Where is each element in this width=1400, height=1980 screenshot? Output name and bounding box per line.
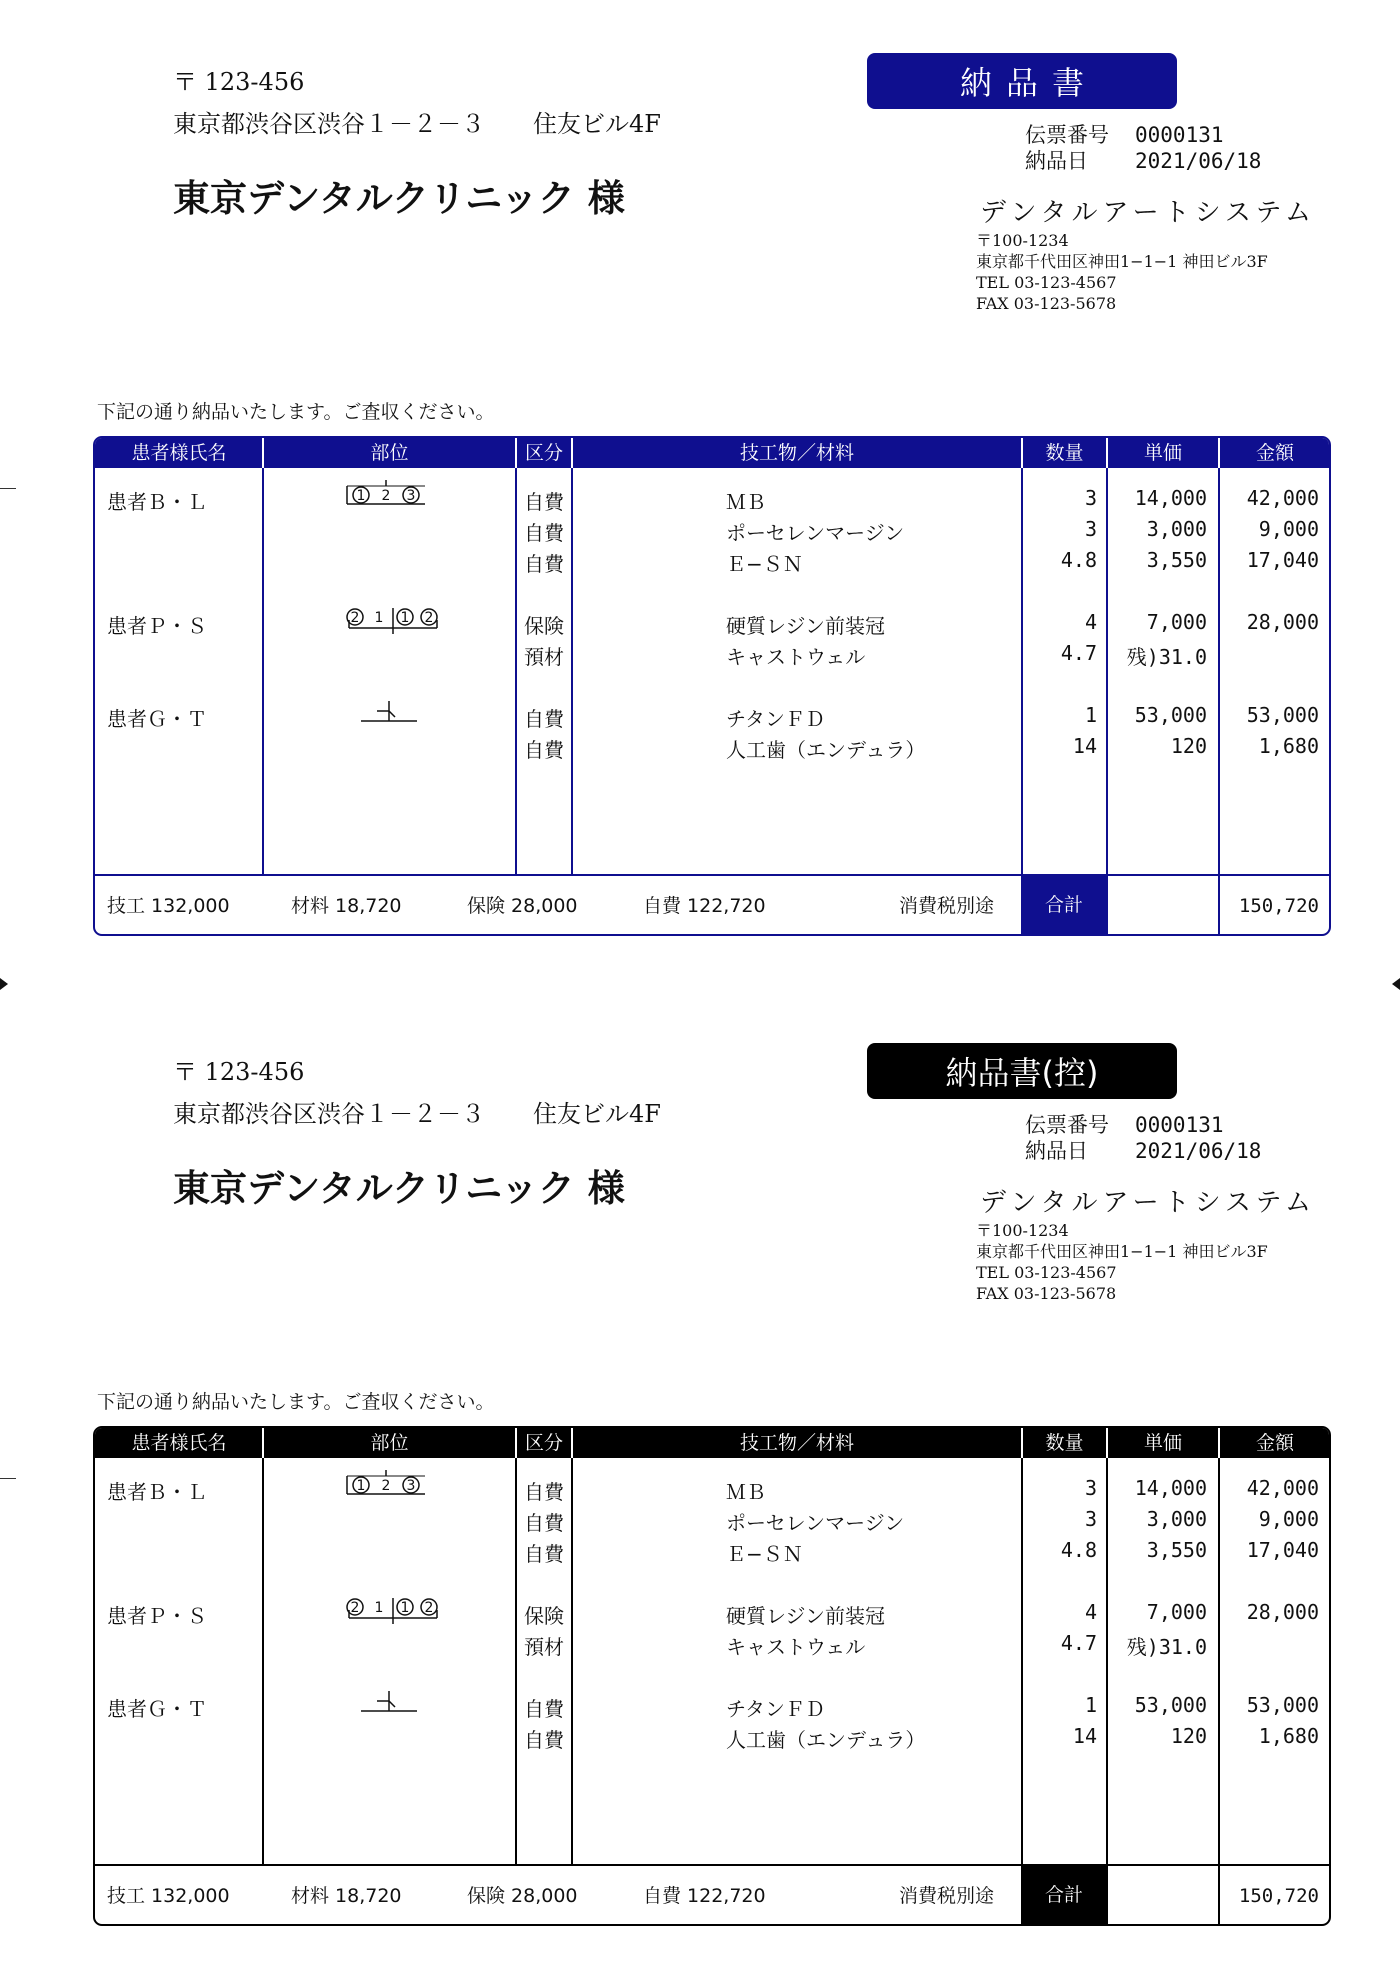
issuer-postal: 〒100-1234 xyxy=(976,1221,1069,1240)
amount-cell: 1,680 xyxy=(1258,1724,1319,1748)
price-cell: 3,550 xyxy=(1146,1538,1207,1562)
table-header xyxy=(95,438,1329,468)
amount-cell: 53,000 xyxy=(1246,1693,1319,1717)
svg-text:1: 1 xyxy=(374,610,384,626)
price-cell: 残)31.0 xyxy=(1126,645,1207,669)
qty-cell: 14 xyxy=(1072,1724,1097,1748)
issuer-fax: FAX 03-123-5678 xyxy=(976,294,1117,313)
tax-note: 消費税別途 xyxy=(899,895,995,917)
column-divider xyxy=(262,468,264,876)
price-cell: 7,000 xyxy=(1146,1600,1207,1624)
amount-cell: 42,000 xyxy=(1246,486,1319,510)
amount-cell: 28,000 xyxy=(1246,1600,1319,1624)
header-divider xyxy=(1021,1428,1023,1458)
col-price-header: 単価 xyxy=(1143,1432,1182,1454)
slip-meta xyxy=(1025,122,1261,174)
delivery-table xyxy=(93,436,1331,936)
kubun-cell: 自費 xyxy=(524,552,564,576)
postal-code: 〒 123-456 xyxy=(173,1058,305,1086)
kubun-cell: 自費 xyxy=(524,1542,564,1566)
slip-meta xyxy=(1025,1112,1261,1164)
svg-text:1: 1 xyxy=(356,488,366,504)
qty-cell: 1 xyxy=(1084,703,1097,727)
header-divider xyxy=(1218,1428,1220,1458)
price-cell: 53,000 xyxy=(1134,1693,1207,1717)
bridge-2112-icon xyxy=(339,1594,439,1632)
customer-address: 東京都渋谷区渋谷１－２－３ 住友ビル4F xyxy=(173,1100,661,1128)
issuer-tel: TEL 03-123-4567 xyxy=(976,1263,1117,1282)
slip-number-label: 伝票番号 xyxy=(1025,1113,1109,1137)
footer-jihi: 自費 122,720 xyxy=(643,1885,766,1907)
patient-name: 患者Ｂ・Ｌ xyxy=(107,1480,207,1504)
item-cell: ポーセレンマージン xyxy=(726,521,905,545)
column-divider xyxy=(571,1458,573,1866)
svg-text:2: 2 xyxy=(381,1478,391,1494)
kubun-cell: 保険 xyxy=(524,1604,564,1628)
patient-name: 患者Ｐ・Ｓ xyxy=(107,614,207,638)
slip-number-label: 伝票番号 xyxy=(1025,123,1109,147)
fold-mark-left xyxy=(0,1478,16,1479)
col-price-header: 単価 xyxy=(1143,442,1182,464)
issuer-tel: TEL 03-123-4567 xyxy=(976,273,1117,292)
issuer-address: 東京都千代田区神田1−1−1 神田ビル3F xyxy=(976,1242,1268,1261)
price-cell: 53,000 xyxy=(1134,703,1207,727)
qty-cell: 3 xyxy=(1084,1507,1097,1531)
item-cell: 硬質レジン前装冠 xyxy=(726,1604,885,1628)
column-divider xyxy=(262,1458,264,1866)
amount-cell: 28,000 xyxy=(1246,610,1319,634)
col-position-header: 部位 xyxy=(370,1432,409,1454)
qty-cell: 3 xyxy=(1084,517,1097,541)
issuer-name: デンタルアートシステム xyxy=(980,198,1317,228)
col-qty-header: 数量 xyxy=(1045,1432,1084,1454)
price-cell: 14,000 xyxy=(1134,1476,1207,1500)
svg-text:3: 3 xyxy=(406,488,416,504)
title-copy-badge: 納品書(控) xyxy=(867,1043,1177,1099)
bridge-123-icon xyxy=(339,1470,439,1508)
column-divider xyxy=(515,1458,517,1866)
item-cell: ＭＢ xyxy=(726,490,766,514)
svg-text:2: 2 xyxy=(381,488,391,504)
issuer-fax: FAX 03-123-5678 xyxy=(976,1284,1117,1303)
header-divider xyxy=(515,1428,517,1458)
svg-text:2: 2 xyxy=(424,1600,434,1616)
footer-hoken: 保険 28,000 xyxy=(467,895,578,917)
customer-address: 東京都渋谷区渋谷１－２－３ 住友ビル4F xyxy=(173,110,661,138)
cut-mark-left-icon xyxy=(0,978,8,990)
title-badge: 納品書 xyxy=(867,53,1177,109)
qty-cell: 4 xyxy=(1084,610,1097,634)
col-item-header: 技工物／材料 xyxy=(739,442,854,464)
header-divider xyxy=(1106,1428,1108,1458)
delivery-date-row xyxy=(1025,1138,1261,1164)
total-value: 150,720 xyxy=(1238,1885,1319,1907)
slip-number-row xyxy=(1025,1112,1261,1138)
col-position-header: 部位 xyxy=(370,442,409,464)
amount-cell: 42,000 xyxy=(1246,1476,1319,1500)
col-amount-header: 金額 xyxy=(1255,1432,1294,1454)
col-patient-header: 患者様氏名 xyxy=(131,1432,227,1454)
price-cell: 残)31.0 xyxy=(1126,1635,1207,1659)
col-kubun-header: 区分 xyxy=(524,442,563,464)
customer-name: 東京デンタルクリニック 様 xyxy=(173,176,625,220)
kubun-cell: 自費 xyxy=(524,521,564,545)
header-divider xyxy=(1218,438,1220,468)
patient-name: 患者Ｂ・Ｌ xyxy=(107,490,207,514)
total-label: 合計 xyxy=(1021,1866,1107,1926)
delivery-table xyxy=(93,1426,1331,1926)
kubun-cell: 自費 xyxy=(524,1511,564,1535)
svg-text:1: 1 xyxy=(356,1478,366,1494)
item-cell: Ｅ−ＳＮ xyxy=(726,1542,803,1566)
col-amount-header: 金額 xyxy=(1255,442,1294,464)
qty-cell: 4.8 xyxy=(1060,548,1097,572)
delivery-date-label: 納品日 xyxy=(1025,1139,1088,1163)
customer-name: 東京デンタルクリニック 様 xyxy=(173,1166,625,1210)
footer-zairyo: 材料 18,720 xyxy=(291,1885,402,1907)
column-divider xyxy=(515,468,517,876)
patient-name: 患者Ｇ・Ｔ xyxy=(107,1697,207,1721)
header-divider xyxy=(262,1428,264,1458)
footer-gikou: 技工 132,000 xyxy=(107,895,230,917)
item-cell: 人工歯（エンデュラ） xyxy=(726,1728,926,1752)
svg-text:1: 1 xyxy=(400,1600,410,1616)
col-kubun-header: 区分 xyxy=(524,1432,563,1454)
amount-cell: 1,680 xyxy=(1258,734,1319,758)
svg-text:2: 2 xyxy=(350,610,360,626)
column-divider xyxy=(571,468,573,876)
qty-cell: 3 xyxy=(1084,1476,1097,1500)
intro-text: 下記の通り納品いたします。ご査収ください。 xyxy=(97,401,495,423)
item-cell: キャストウェル xyxy=(726,645,866,669)
header-divider xyxy=(515,438,517,468)
footer-hoken: 保険 28,000 xyxy=(467,1885,578,1907)
header-divider xyxy=(571,1428,573,1458)
amount-cell: 53,000 xyxy=(1246,703,1319,727)
qty-cell: 4.7 xyxy=(1060,1631,1097,1655)
kubun-cell: 自費 xyxy=(524,707,564,731)
qty-cell: 4.7 xyxy=(1060,641,1097,665)
cut-mark-right-icon xyxy=(1392,978,1400,990)
item-cell: チタンＦＤ xyxy=(726,707,825,731)
kubun-cell: 自費 xyxy=(524,738,564,762)
svg-text:3: 3 xyxy=(406,1478,416,1494)
qty-cell: 1 xyxy=(1084,1693,1097,1717)
item-cell: 硬質レジン前装冠 xyxy=(726,614,885,638)
svg-text:1: 1 xyxy=(374,1600,384,1616)
issuer-address-block xyxy=(976,1220,1268,1304)
item-cell: 人工歯（エンデュラ） xyxy=(726,738,926,762)
price-cell: 7,000 xyxy=(1146,610,1207,634)
bridge-123-icon xyxy=(339,480,439,518)
single-tooth-icon xyxy=(339,697,439,735)
kubun-cell: 自費 xyxy=(524,1728,564,1752)
amount-cell: 9,000 xyxy=(1258,1507,1319,1531)
qty-cell: 4 xyxy=(1084,1600,1097,1624)
footer-zairyo: 材料 18,720 xyxy=(291,895,402,917)
delivery-date-row xyxy=(1025,148,1261,174)
delivery-date-value: 2021/06/18 xyxy=(1135,1139,1262,1163)
price-cell: 120 xyxy=(1170,1724,1207,1748)
kubun-cell: 預材 xyxy=(524,645,564,669)
footer-gikou: 技工 132,000 xyxy=(107,1885,230,1907)
amount-cell: 17,040 xyxy=(1246,548,1319,572)
kubun-cell: 自費 xyxy=(524,490,564,514)
footer-jihi: 自費 122,720 xyxy=(643,895,766,917)
patient-name: 患者Ｇ・Ｔ xyxy=(107,707,207,731)
kubun-cell: 自費 xyxy=(524,1697,564,1721)
issuer-name: デンタルアートシステム xyxy=(980,1188,1317,1218)
single-tooth-icon xyxy=(339,1687,439,1725)
kubun-cell: 保険 xyxy=(524,614,564,638)
price-cell: 120 xyxy=(1170,734,1207,758)
issuer-address-block xyxy=(976,230,1268,314)
price-cell: 3,000 xyxy=(1146,1507,1207,1531)
item-cell: キャストウェル xyxy=(726,1635,866,1659)
amount-cell: 17,040 xyxy=(1246,1538,1319,1562)
delivery-date-label: 納品日 xyxy=(1025,149,1088,173)
kubun-cell: 自費 xyxy=(524,1480,564,1504)
issuer-address: 東京都千代田区神田1−1−1 神田ビル3F xyxy=(976,252,1268,271)
qty-cell: 14 xyxy=(1072,734,1097,758)
item-cell: ポーセレンマージン xyxy=(726,1511,905,1535)
slip-number-row xyxy=(1025,122,1261,148)
slip-number-value: 0000131 xyxy=(1135,1113,1224,1137)
qty-cell: 4.8 xyxy=(1060,1538,1097,1562)
slip-number-value: 0000131 xyxy=(1135,123,1224,147)
issuer-postal: 〒100-1234 xyxy=(976,231,1069,250)
item-cell: Ｅ−ＳＮ xyxy=(726,552,803,576)
total-label: 合計 xyxy=(1021,876,1107,936)
col-patient-header: 患者様氏名 xyxy=(131,442,227,464)
header-divider xyxy=(1021,438,1023,468)
qty-cell: 3 xyxy=(1084,486,1097,510)
header-divider xyxy=(262,438,264,468)
postal-code: 〒 123-456 xyxy=(173,68,305,96)
table-header xyxy=(95,1428,1329,1458)
amount-cell: 9,000 xyxy=(1258,517,1319,541)
svg-text:2: 2 xyxy=(424,610,434,626)
total-value: 150,720 xyxy=(1238,895,1319,917)
bridge-2112-icon xyxy=(339,604,439,642)
header-divider xyxy=(1106,438,1108,468)
tax-note: 消費税別途 xyxy=(899,1885,995,1907)
svg-text:2: 2 xyxy=(350,1600,360,1616)
header-divider xyxy=(571,438,573,468)
price-cell: 3,000 xyxy=(1146,517,1207,541)
delivery-date-value: 2021/06/18 xyxy=(1135,149,1262,173)
svg-text:1: 1 xyxy=(400,610,410,626)
patient-name: 患者Ｐ・Ｓ xyxy=(107,1604,207,1628)
price-cell: 14,000 xyxy=(1134,486,1207,510)
item-cell: チタンＦＤ xyxy=(726,1697,825,1721)
delivery-slip-copy xyxy=(0,990,1400,1980)
fold-mark-left xyxy=(0,488,16,489)
col-item-header: 技工物／材料 xyxy=(739,1432,854,1454)
item-cell: ＭＢ xyxy=(726,1480,766,1504)
kubun-cell: 預材 xyxy=(524,1635,564,1659)
col-qty-header: 数量 xyxy=(1045,442,1084,464)
price-cell: 3,550 xyxy=(1146,548,1207,572)
intro-text: 下記の通り納品いたします。ご査収ください。 xyxy=(97,1391,495,1413)
